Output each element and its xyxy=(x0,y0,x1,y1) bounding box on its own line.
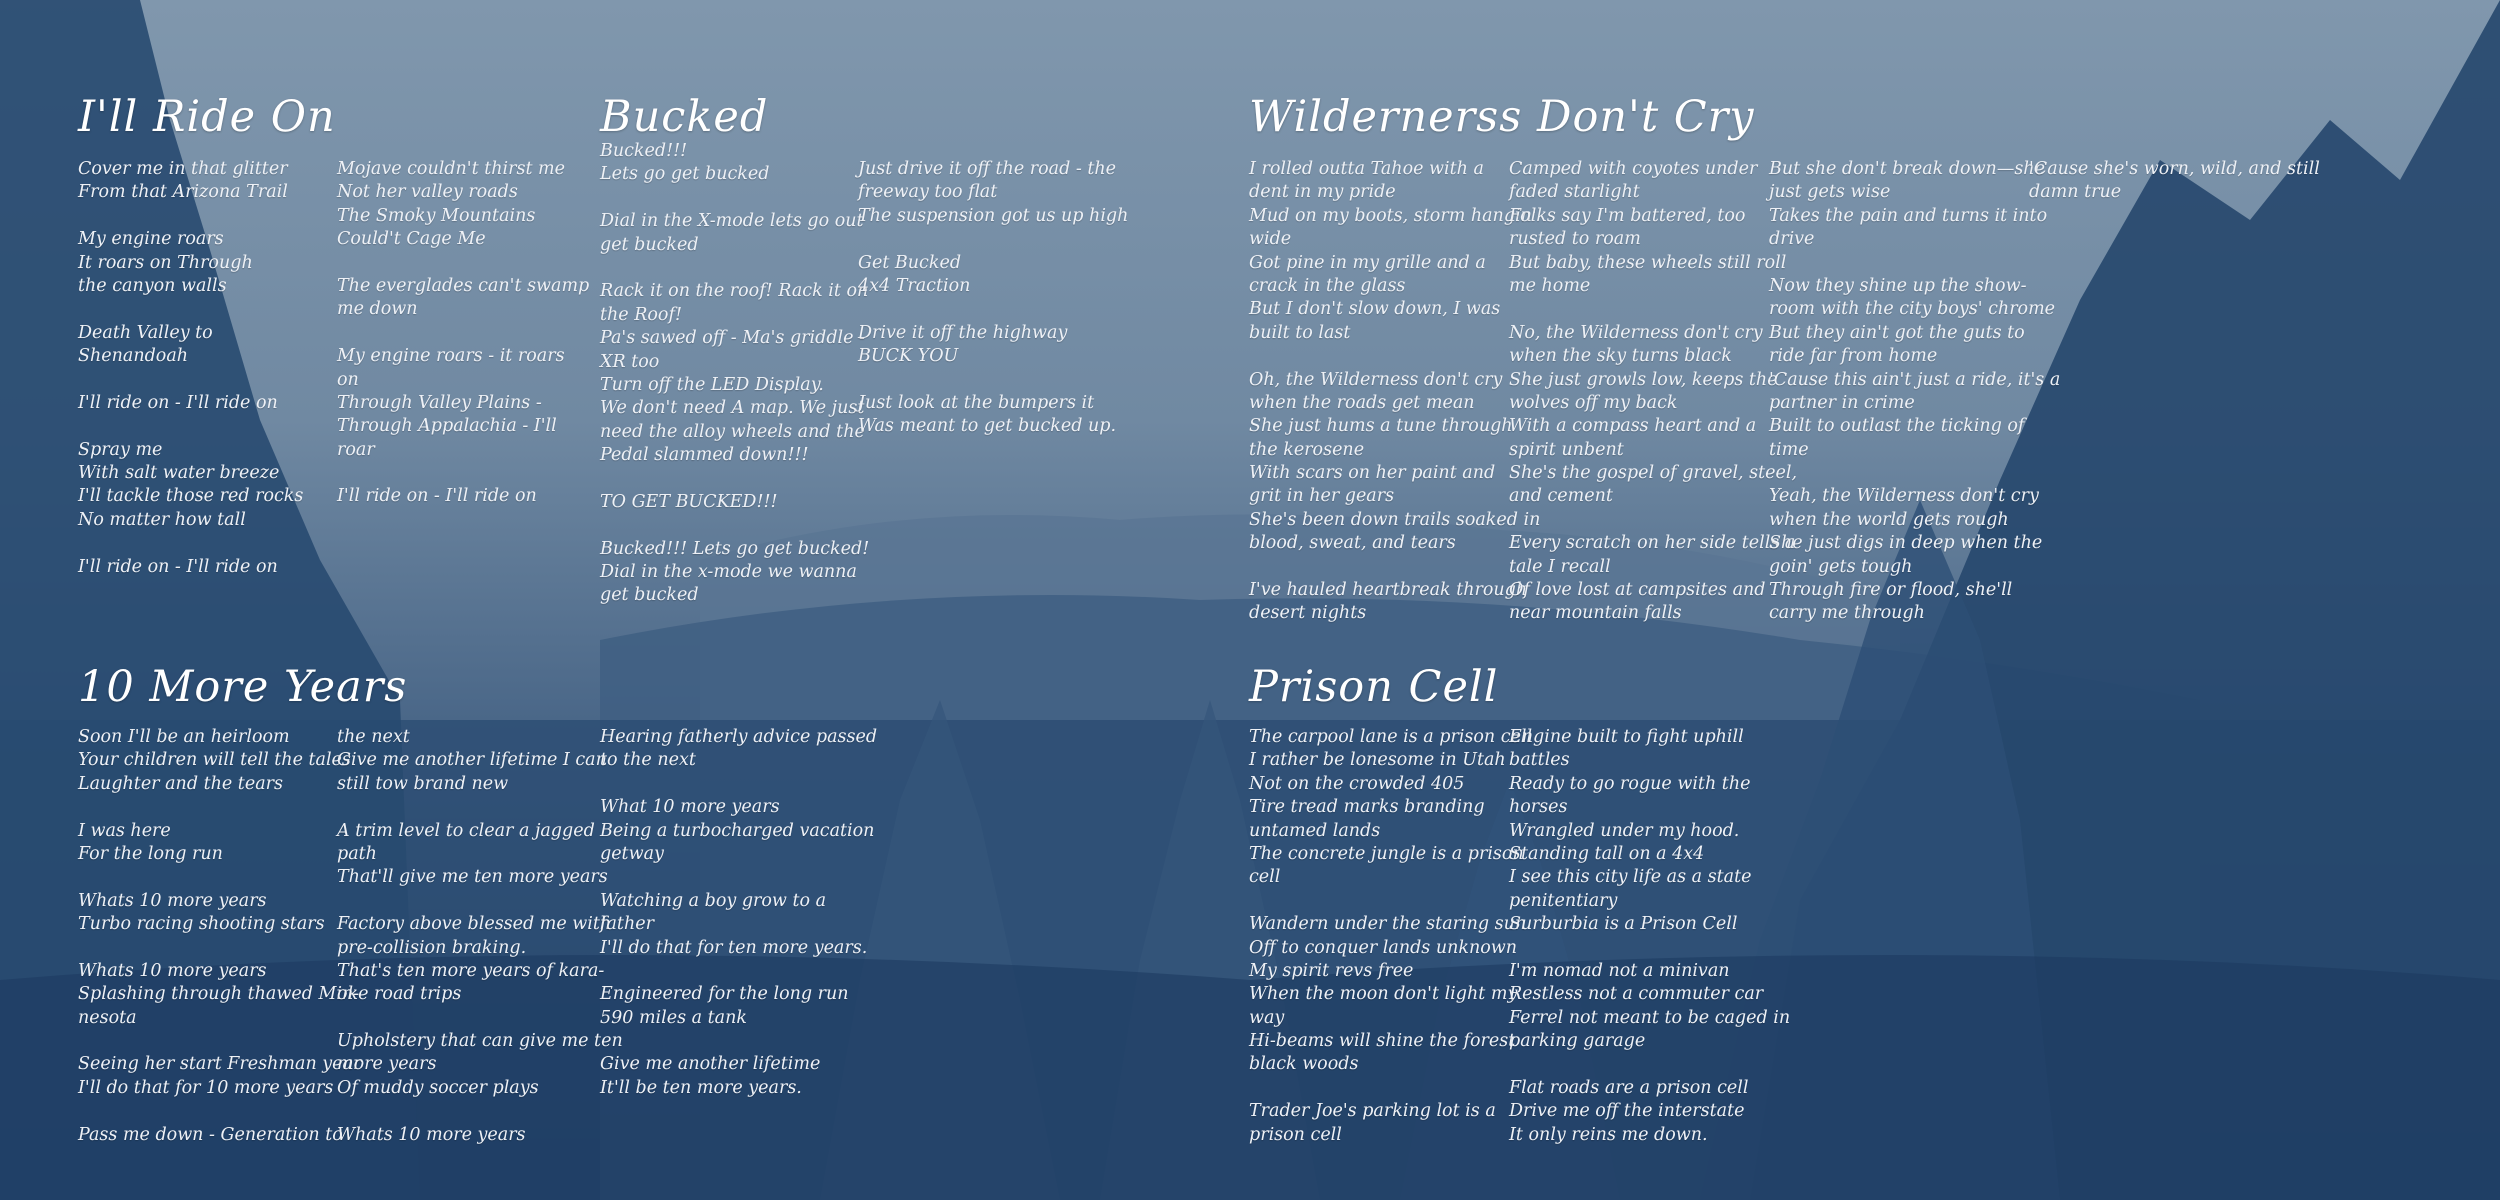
lyric-line: Whats 10 more years xyxy=(337,1124,526,1145)
lyric-line: time xyxy=(1769,439,1809,460)
lyric-line: Camped with coyotes under xyxy=(1509,159,1758,179)
lyric-line: That'll give me ten more years xyxy=(337,867,608,888)
lyric-line xyxy=(1509,509,1797,532)
lyric-line: drive xyxy=(1769,229,1815,250)
lyric-line xyxy=(78,1100,361,1123)
lyric-line: But I don't slow down, I was xyxy=(1249,299,1501,320)
lyric-line: Drive me off the interstate xyxy=(1509,1101,1745,1122)
lyric-line: Bucked!!! Lets go get bucked! xyxy=(600,538,870,559)
lyric-line: What 10 more years xyxy=(600,797,780,818)
lyric-line xyxy=(600,187,869,210)
lyric-line: I'll do that for ten more years. xyxy=(600,937,868,958)
lyric-line xyxy=(337,796,623,819)
lyric-line: Spray me xyxy=(78,439,163,460)
lyric-line: Splashing through thawed Min- xyxy=(78,984,360,1005)
lyric-line: get bucked xyxy=(600,234,699,255)
lyric-line: The carpool lane is a prison cell xyxy=(1249,727,1533,747)
lyric-line: the Roof! xyxy=(600,304,682,325)
lyric-line: That's ten more years of kara- xyxy=(337,960,605,981)
lyric-line: near mountain falls xyxy=(1509,603,1682,624)
lyric-line: Folks say I'm battered, too xyxy=(1509,205,1746,226)
lyric-line: tale I recall xyxy=(1509,556,1611,577)
lyric-line: rusted to roam xyxy=(1509,229,1641,250)
lyric-line: the kerosene xyxy=(1249,439,1365,460)
lyric-line: crack in the glass xyxy=(1249,275,1406,296)
lyrics-column xyxy=(337,158,589,509)
lyric-line: Just drive it off the road - the xyxy=(858,159,1116,179)
lyric-line: Being a turbocharged vacation xyxy=(600,820,875,841)
lyric-line xyxy=(1249,1077,1532,1100)
lyric-line xyxy=(1249,890,1532,913)
lyric-line: When the moon don't light my xyxy=(1249,984,1518,1005)
lyric-line: I rolled outta Tahoe with a xyxy=(1249,159,1484,179)
lyric-line: With salt water breeze xyxy=(78,463,280,484)
lyric-line: I'll tackle those red rocks xyxy=(78,486,304,507)
lyric-line: just gets wise xyxy=(1769,182,1891,203)
lyric-line xyxy=(78,205,303,228)
lyric-line: Through Valley Plains - xyxy=(337,392,542,413)
lyric-line xyxy=(337,1007,623,1030)
lyric-line: But baby, these wheels still roll xyxy=(1509,252,1787,273)
lyric-line: when the roads get mean xyxy=(1249,392,1475,413)
lyric-line: blood, sweat, and tears xyxy=(1249,533,1456,554)
lyric-line xyxy=(600,514,869,537)
lyric-line: From that Arizona Trail xyxy=(78,182,288,203)
lyric-line: With a compass heart and a xyxy=(1509,416,1757,437)
lyric-line: Turn off the LED Display. xyxy=(600,374,824,395)
lyric-line xyxy=(600,467,869,490)
lyric-line: faded starlight xyxy=(1509,182,1640,203)
lyric-line xyxy=(1509,937,1790,960)
lyric-line: Mojave couldn't thirst me xyxy=(337,159,565,179)
lyric-line: But they ain't got the guts to xyxy=(1769,322,2025,343)
lyric-line: Off to conquer lands unknown xyxy=(1249,937,1518,958)
lyric-line: battles xyxy=(1509,750,1570,771)
lyric-line: Tire tread marks branding xyxy=(1249,797,1485,818)
lyric-line: on xyxy=(337,369,359,390)
lyric-line: Engine built to fight uphill xyxy=(1509,727,1744,747)
lyric-line: 'Cause this ain't just a ride, it's a xyxy=(1769,369,2061,390)
lyric-line: Ferrel not meant to be caged in xyxy=(1509,1007,1791,1028)
lyric-line: She just hums a tune through xyxy=(1249,416,1513,437)
lyric-line: It roars on Through xyxy=(78,252,253,273)
lyric-line: Lets go get bucked xyxy=(600,164,770,185)
lyric-line: getway xyxy=(600,843,664,864)
lyric-line: Shenandoah xyxy=(78,346,189,367)
lyric-line xyxy=(600,257,869,280)
lyric-line: Got pine in my grille and a xyxy=(1249,252,1486,273)
lyric-line: wide xyxy=(1249,229,1292,250)
lyric-line: Factory above blessed me with xyxy=(337,914,612,935)
lyrics-column xyxy=(2029,158,2320,205)
lyric-line: me down xyxy=(337,299,418,320)
lyric-line xyxy=(1769,252,2060,275)
lyric-line: Surburbia is a Prison Cell xyxy=(1509,914,1738,935)
lyric-line: I'm nomad not a minivan xyxy=(1509,960,1730,981)
lyric-line: I was here xyxy=(78,820,171,841)
lyric-line: parking garage xyxy=(1509,1031,1646,1052)
lyric-line: For the long run xyxy=(78,843,223,864)
lyrics-column xyxy=(1249,726,1532,1147)
lyric-line: I've hauled heartbreak through xyxy=(1249,580,1528,601)
lyric-line: Not on the crowded 405 xyxy=(1249,773,1465,794)
lyric-line: Of love lost at campsites and xyxy=(1509,580,1766,601)
lyric-line: need the alloy wheels and the xyxy=(600,421,865,442)
lyric-line: Pedal slammed down!!! xyxy=(600,445,809,466)
lyric-line: spirit unbent xyxy=(1509,439,1624,460)
lyric-line: Your children will tell the tales xyxy=(78,750,351,771)
lyric-line: I'll ride on - I'll ride on xyxy=(78,556,278,577)
lyric-line: She's the gospel of gravel, steel, xyxy=(1509,463,1798,484)
lyrics-column xyxy=(78,726,361,1147)
lyric-line: Standing tall on a 4x4 xyxy=(1509,843,1705,864)
lyric-line: ride far from home xyxy=(1769,346,1938,367)
song-title: Prison Cell xyxy=(1249,662,1499,712)
lyric-line: No, the Wilderness don't cry xyxy=(1509,322,1763,343)
lyric-line xyxy=(78,369,303,392)
lyric-line: roar xyxy=(337,439,375,460)
lyric-line: Pa's sawed off - Ma's griddle - xyxy=(600,328,865,349)
lyric-line xyxy=(78,866,361,889)
lyric-line: Through Appalachia - I'll xyxy=(337,416,557,437)
lyric-line: 590 miles a tank xyxy=(600,1007,747,1028)
lyric-line: My engine roars - it roars xyxy=(337,346,565,367)
lyric-line: path xyxy=(337,843,377,864)
lyrics-column xyxy=(1509,158,1797,626)
lyric-line: Restless not a commuter car xyxy=(1509,984,1764,1005)
lyrics-column xyxy=(600,140,869,608)
lyric-line: It'll be ten more years. xyxy=(600,1077,802,1098)
lyric-line: 'Cause she's worn, wild, and still xyxy=(2029,159,2320,179)
lyric-line: the next xyxy=(337,727,410,747)
lyric-line: Pass me down - Generation to xyxy=(78,1124,343,1145)
lyric-line: The Smoky Mountains xyxy=(337,205,536,226)
lyric-line xyxy=(1509,298,1797,321)
lyric-line: A trim level to clear a jagged xyxy=(337,820,595,841)
lyrics-column xyxy=(1509,726,1790,1147)
lyric-line: BUCK YOU xyxy=(858,346,959,367)
lyric-line: horses xyxy=(1509,797,1568,818)
lyric-line: Turbo racing shooting stars xyxy=(78,914,325,935)
lyric-line: to the next xyxy=(600,750,696,771)
lyric-line: Wrangled under my hood. xyxy=(1509,820,1740,841)
lyric-line xyxy=(78,298,303,321)
lyric-line xyxy=(78,1030,361,1053)
lyric-line xyxy=(600,773,877,796)
lyric-line: My engine roars xyxy=(78,229,224,250)
lyric-line: when the sky turns black xyxy=(1509,346,1732,367)
lyric-line: We don't need A map. We just xyxy=(600,398,865,419)
lyric-line: Bucked!!! xyxy=(600,141,688,161)
lyric-line: room with the city boys' chrome xyxy=(1769,299,2056,320)
lyric-line: partner in crime xyxy=(1769,392,1915,413)
lyric-line: penitentiary xyxy=(1509,890,1618,911)
lyrics-column xyxy=(1249,158,1540,626)
song-title: I'll Ride On xyxy=(78,92,336,142)
lyric-line: Hearing fatherly advice passed xyxy=(600,727,878,747)
lyrics-column xyxy=(600,726,877,1100)
lyric-line: Mud on my boots, storm hangin' xyxy=(1249,205,1537,226)
lyric-line: grit in her gears xyxy=(1249,486,1395,507)
lyric-line xyxy=(858,228,1128,251)
lyric-line: Laughter and the tears xyxy=(78,773,283,794)
lyric-line xyxy=(337,462,589,485)
lyric-line: built to last xyxy=(1249,322,1351,343)
lyric-line: pre-collision braking. xyxy=(337,937,527,958)
lyric-line xyxy=(337,1100,623,1123)
lyric-line: get bucked xyxy=(600,585,699,606)
lyric-line: Engineered for the long run xyxy=(600,984,849,1005)
lyric-line: Death Valley to xyxy=(78,322,213,343)
lyric-line: Could't Cage Me xyxy=(337,229,486,250)
lyric-line: goin' gets tough xyxy=(1769,556,1913,577)
lyric-line: father xyxy=(600,914,654,935)
lyric-line: Rack it on the roof! Rack it on xyxy=(600,281,869,302)
lyric-line: With scars on her paint and xyxy=(1249,463,1496,484)
lyric-line: Trader Joe's parking lot is a xyxy=(1249,1101,1496,1122)
lyric-line: carry me through xyxy=(1769,603,1925,624)
lyric-line: Just look at the bumpers it xyxy=(858,392,1095,413)
lyric-line: Give me another lifetime xyxy=(600,1054,821,1075)
lyric-line: 4x4 Traction xyxy=(858,275,971,296)
lyric-line xyxy=(337,890,623,913)
lyric-line: freeway too flat xyxy=(858,182,998,203)
lyric-line: Ready to go rogue with the xyxy=(1509,773,1751,794)
lyric-line: She just growls low, keeps the xyxy=(1509,369,1778,390)
lyric-line xyxy=(1509,1053,1790,1076)
lyric-line: I rather be lonesome in Utah xyxy=(1249,750,1506,771)
lyric-line: cell xyxy=(1249,867,1281,888)
song-title: Bucked xyxy=(600,92,769,142)
lyric-line: But she don't break down—she xyxy=(1769,159,2045,179)
lyric-line xyxy=(78,796,361,819)
lyric-line: when the world gets rough xyxy=(1769,509,2009,530)
lyric-line xyxy=(1249,345,1540,368)
lyric-line: still tow brand new xyxy=(337,773,509,794)
lyric-line: black woods xyxy=(1249,1054,1359,1075)
lyric-line: Cover me in that glitter xyxy=(78,159,288,179)
lyric-line: Now they shine up the show- xyxy=(1769,275,2027,296)
lyric-line: She's been down trails soaked in xyxy=(1249,509,1541,530)
lyric-line: Built to outlast the ticking of xyxy=(1769,416,2025,437)
lyric-line: Get Bucked xyxy=(858,252,962,273)
lyric-line: The concrete jungle is a prison xyxy=(1249,843,1524,864)
lyric-line: Every scratch on her side tells a xyxy=(1509,533,1796,554)
lyric-line: Seeing her start Freshman year xyxy=(78,1054,362,1075)
lyric-line: Was meant to get bucked up. xyxy=(858,416,1117,437)
lyric-line xyxy=(858,298,1128,321)
lyric-line: Wandern under the staring sun xyxy=(1249,914,1527,935)
lyric-line: Whats 10 more years xyxy=(78,890,267,911)
lyric-line xyxy=(600,866,877,889)
lyric-line: XR too xyxy=(600,351,660,372)
lyric-line: Through fire or flood, she'll xyxy=(1769,580,2013,601)
lyric-line xyxy=(600,1030,877,1053)
lyric-line: Upholstery that can give me ten xyxy=(337,1031,623,1052)
lyric-line: Give me another lifetime I can xyxy=(337,750,607,771)
lyric-line: Flat roads are a prison cell xyxy=(1509,1077,1749,1098)
song-title: 10 More Years xyxy=(78,662,408,712)
lyric-line: untamed lands xyxy=(1249,820,1381,841)
lyric-line: I'll ride on - I'll ride on xyxy=(337,486,537,507)
lyric-line: I'll ride on - I'll ride on xyxy=(78,392,278,413)
lyric-line: Dial in the X-mode lets go out xyxy=(600,211,864,232)
lyric-line: I'll do that for 10 more years xyxy=(78,1077,334,1098)
lyric-line: wolves off my back xyxy=(1509,392,1678,413)
lyric-line: the canyon walls xyxy=(78,275,227,296)
lyrics-column xyxy=(337,726,623,1147)
lyric-line: oke road trips xyxy=(337,984,462,1005)
lyric-line: I see this city life as a state xyxy=(1509,867,1752,888)
lyric-line: TO GET BUCKED!!! xyxy=(600,491,778,512)
lyric-line: damn true xyxy=(2029,182,2122,203)
lyric-line: Hi-beams will shine the forest xyxy=(1249,1031,1516,1052)
lyric-line xyxy=(78,937,361,960)
song-title: Wildernerss Don't Cry xyxy=(1249,92,1755,142)
lyric-line: Whats 10 more years xyxy=(78,960,267,981)
lyric-line: My spirit revs free xyxy=(1249,960,1414,981)
lyric-line xyxy=(1249,556,1540,579)
lyric-line xyxy=(78,415,303,438)
lyrics-column xyxy=(78,158,303,579)
lyric-line: Not her valley roads xyxy=(337,182,518,203)
lyric-line: desert nights xyxy=(1249,603,1367,624)
lyrics-column xyxy=(858,158,1128,439)
lyric-line: The suspension got us up high xyxy=(858,205,1129,226)
lyric-line: nesota xyxy=(78,1007,137,1028)
lyric-line xyxy=(337,322,589,345)
lyrics-column xyxy=(1769,158,2060,626)
lyric-line xyxy=(600,960,877,983)
lyric-line: It only reins me down. xyxy=(1509,1124,1708,1145)
lyric-line: She just digs in deep when the xyxy=(1769,533,2043,554)
lyric-line: Dial in the x-mode we wanna xyxy=(600,562,857,583)
lyric-line: Of muddy soccer plays xyxy=(337,1077,539,1098)
lyric-line: prison cell xyxy=(1249,1124,1342,1145)
lyric-line: The everglades can't swamp xyxy=(337,275,590,296)
lyric-line: Watching a boy grow to a xyxy=(600,890,827,911)
lyric-line xyxy=(858,369,1128,392)
lyric-line: more years xyxy=(337,1054,437,1075)
lyric-line: Yeah, the Wilderness don't cry xyxy=(1769,486,2039,507)
lyric-line: Drive it off the highway xyxy=(858,322,1068,343)
lyric-line: and cement xyxy=(1509,486,1613,507)
lyric-line: No matter how tall xyxy=(78,509,246,530)
lyric-line: Takes the pain and turns it into xyxy=(1769,205,2048,226)
lyric-line: Soon I'll be an heirloom xyxy=(78,727,290,747)
lyric-line: dent in my pride xyxy=(1249,182,1396,203)
lyric-line xyxy=(78,532,303,555)
lyric-line xyxy=(1769,462,2060,485)
lyric-line xyxy=(337,252,589,275)
lyric-line: way xyxy=(1249,1007,1285,1028)
lyric-line: Oh, the Wilderness don't cry xyxy=(1249,369,1503,390)
lyric-line: me home xyxy=(1509,275,1591,296)
